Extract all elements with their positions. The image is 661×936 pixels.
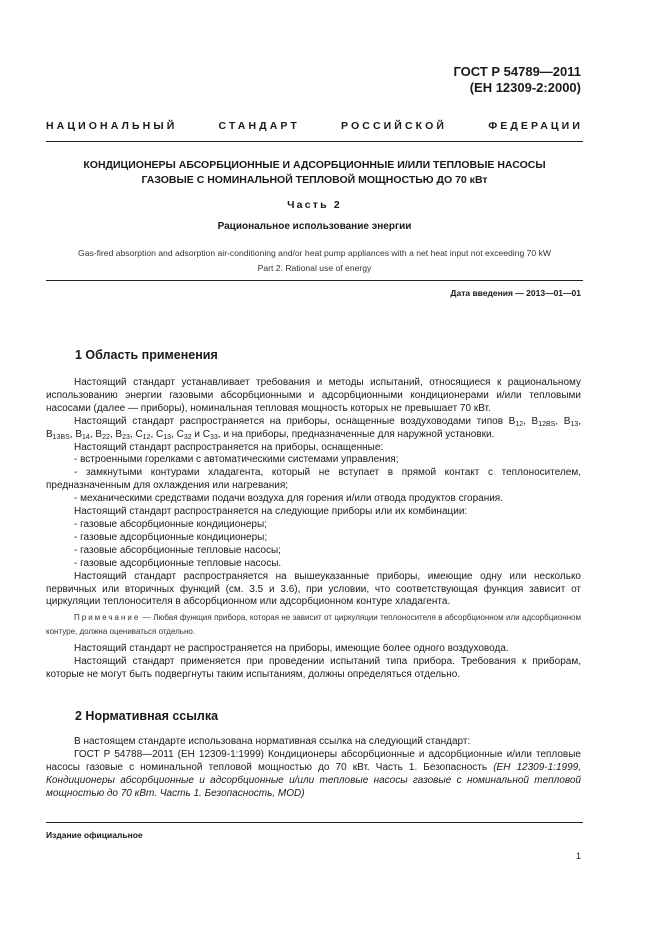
- page-number: 1: [575, 851, 581, 861]
- list-item: - замкнутыми контурами хладагента, который не вступает в прямой контакт с теплоносителем, предназначенным для охлаждения или нагревания;: [46, 467, 581, 492]
- national-standard-banner: [46, 120, 583, 132]
- standard-code: ГОСТ Р 54789—2011: [453, 64, 581, 79]
- intro-date: Дата введения — 2013—01—01: [450, 288, 581, 298]
- standard-code-block: [453, 64, 581, 96]
- title-line-2: ГАЗОВЫЕ С НОМИНАЛЬНОЙ ТЕПЛОВОЙ МОЩНОСТЬЮ ДО 70 кВт: [141, 174, 488, 186]
- section-1-body: [46, 377, 581, 682]
- note-text: — Любая функция прибора, которая не зависит от циркуляции теплоносителя в абсорбционном или адсорбционном контуре, должна оцениваться отдельно.: [46, 613, 581, 637]
- paragraph: Настоящий стандарт распространяется на приборы, оснащенные:: [74, 441, 384, 453]
- list-item: - механическими средствами подачи воздуха для горения и/или отвода продуктов сгорания.: [74, 493, 503, 505]
- banner-word: РОССИЙСКОЙ: [341, 120, 448, 132]
- list-item: - встроенными горелками с автоматическими системами управления;: [74, 454, 399, 466]
- banner-word: НАЦИОНАЛЬНЫЙ: [46, 120, 178, 132]
- paragraph: Настоящий стандарт распространяется на следующие приборы или их комбинации:: [74, 506, 468, 518]
- section-2-body: [46, 736, 581, 801]
- english-title-line-2: Part 2. Rational use of energy: [257, 263, 372, 273]
- banner-word: ФЕДЕРАЦИИ: [488, 120, 583, 132]
- en-code: (ЕН 12309-2:2000): [469, 80, 581, 95]
- document-subtitle: Рациональное использование энергии: [217, 221, 412, 232]
- list-item: - газовые абсорбционные тепловые насосы;: [74, 544, 281, 556]
- divider-footer: [46, 822, 583, 823]
- note: [46, 611, 581, 639]
- title-line-1: КОНДИЦИОНЕРЫ АБСОРБЦИОННЫЕ И АДСОРБЦИОННЫЕ И/ИЛИ ТЕПЛОВЫЕ НАСОСЫ: [83, 159, 546, 171]
- section-1-heading: [75, 348, 218, 362]
- edition-label: Издание официальное: [46, 830, 143, 840]
- note-label: Примечание: [74, 613, 141, 623]
- paragraph: Настоящий стандарт не распространяется на приборы, имеющие более одного воздуховода.: [74, 643, 509, 655]
- banner-word: СТАНДАРТ: [218, 120, 300, 132]
- divider-top: [46, 141, 583, 142]
- reference-entry: ГОСТ Р 54788—2011 (ЕН 12309-1:1999) Кондиционеры абсорбционные и адсорбционные и/или тепловые насосы газовые с номинальной тепловой мощностью до 70 кВт. Часть 1. Безопасность (ЕН 12309-1:1999, Кондиционеры абсорбционные и адсорбционные и/или тепловые насосы газовые с номинальной тепловой мощностью до 70 кВт. Часть 1. Безопасность, MOD): [46, 748, 581, 799]
- english-title: [46, 246, 583, 276]
- list-item: - газовые адсорбционные кондиционеры;: [74, 531, 268, 543]
- reference-italic: (ЕН 12309-1:1999, Кондиционеры абсорбционные и адсорбционные и/или тепловые насосы газовые с номинальной тепловой мощностью до 70 кВт. Часть 1. Безопасность, MOD): [46, 761, 581, 799]
- list-item: - газовые адсорбционные тепловые насосы.: [74, 557, 282, 569]
- section-2-heading: [75, 709, 218, 723]
- list-item: - газовые абсорбционные кондиционеры;: [74, 518, 267, 530]
- part-label: Часть 2: [287, 199, 342, 211]
- english-title-line-1: Gas-fired absorption and adsorption air-conditioning and/or heat pump appliances with a net heat input not exceeding 70 kW: [78, 248, 551, 258]
- section-1-title: 1 Область применения: [75, 348, 218, 362]
- document-title: [46, 158, 583, 188]
- paragraph-duct-types: Настоящий стандарт распространяется на приборы, оснащенные воздуховодами типов $B_{12}$, $B_{12BS}$, $B_{13}$, $B_{13BS}$, $B_{14}$, $B_{22}$, $B_{23}$, $C_{12}$, $C_{13}$, $C_{32}$ и $C_{33}$, и на приборы, предназначенные для наружной установки.: [46, 415, 581, 441]
- paragraph: В настоящем стандарте использована нормативная ссылка на следующий стандарт:: [74, 736, 471, 747]
- divider-title: [46, 280, 583, 281]
- paragraph: Настоящий стандарт устанавливает требования и методы испытаний, относящиеся к рациональному использованию энергии газовыми абсорбционными и адсорбционными кондиционерами и/или тепловыми насосами (далее — приборы), номинальная тепловая мощность которых не превышает 70 кВт.: [46, 377, 581, 414]
- paragraph: Настоящий стандарт распространяется на вышеуказанные приборы, имеющие одну или несколько первичных или вторичных функций (см. 3.5 и 3.6), при условии, что соответствующая функция зависит от циркуляции теплоносителя в абсорбционном или адсорбционном контуре хладагента.: [46, 570, 581, 608]
- paragraph: Настоящий стандарт применяется при проведении испытаний типа прибора. Требования к приборам, которые не могут быть подвергнуты таким испытаниям, должны определяться отдельно.: [46, 656, 581, 681]
- section-2-title: 2 Нормативная ссылка: [75, 709, 219, 723]
